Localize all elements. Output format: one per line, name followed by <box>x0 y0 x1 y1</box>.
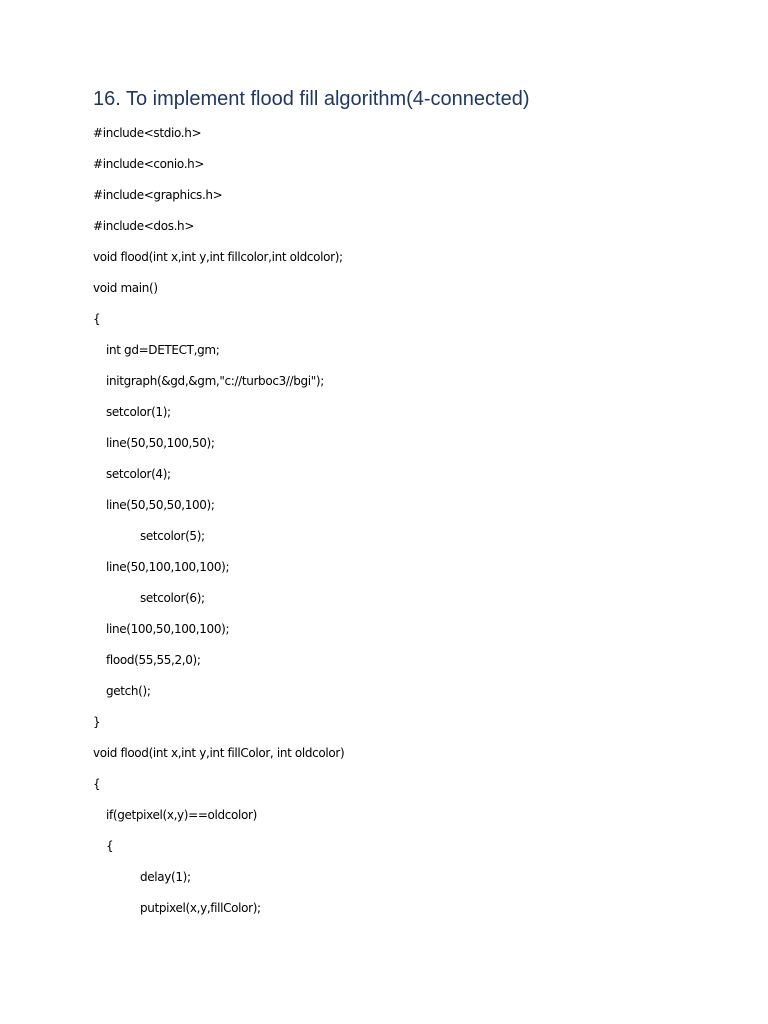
code-line: } <box>93 715 101 729</box>
code-line: line(100,50,100,100); <box>106 622 230 636</box>
code-line: #include<graphics.h> <box>93 188 223 202</box>
code-line: { <box>93 312 101 326</box>
program-heading: 16. To implement flood fill algorithm(4-connected) <box>93 88 530 110</box>
code-line: setcolor(6); <box>140 591 205 605</box>
code-line: { <box>93 777 101 791</box>
code-line: putpixel(x,y,fillColor); <box>140 901 261 915</box>
code-line: void flood(int x,int y,int fillColor, int oldcolor) <box>93 746 345 760</box>
code-line: { <box>106 839 114 853</box>
code-line: flood(55,55,2,0); <box>106 653 201 667</box>
code-line: setcolor(1); <box>106 405 171 419</box>
code-line: setcolor(5); <box>140 529 205 543</box>
code-line: #include<stdio.h> <box>93 126 202 140</box>
code-line: line(50,100,100,100); <box>106 560 230 574</box>
code-line: #include<dos.h> <box>93 219 195 233</box>
code-line: getch(); <box>106 684 151 698</box>
code-line: void flood(int x,int y,int fillcolor,int oldcolor); <box>93 250 343 264</box>
code-line: line(50,50,100,50); <box>106 436 215 450</box>
code-line: initgraph(&gd,&gm,"c://turboc3//bgi"); <box>106 374 324 388</box>
code-line: int gd=DETECT,gm; <box>106 343 220 357</box>
code-line: delay(1); <box>140 870 191 884</box>
code-line: #include<conio.h> <box>93 157 205 171</box>
code-line: setcolor(4); <box>106 467 171 481</box>
code-line: line(50,50,50,100); <box>106 498 215 512</box>
code-line: if(getpixel(x,y)==oldcolor) <box>106 808 257 822</box>
code-line: void main() <box>93 281 158 295</box>
